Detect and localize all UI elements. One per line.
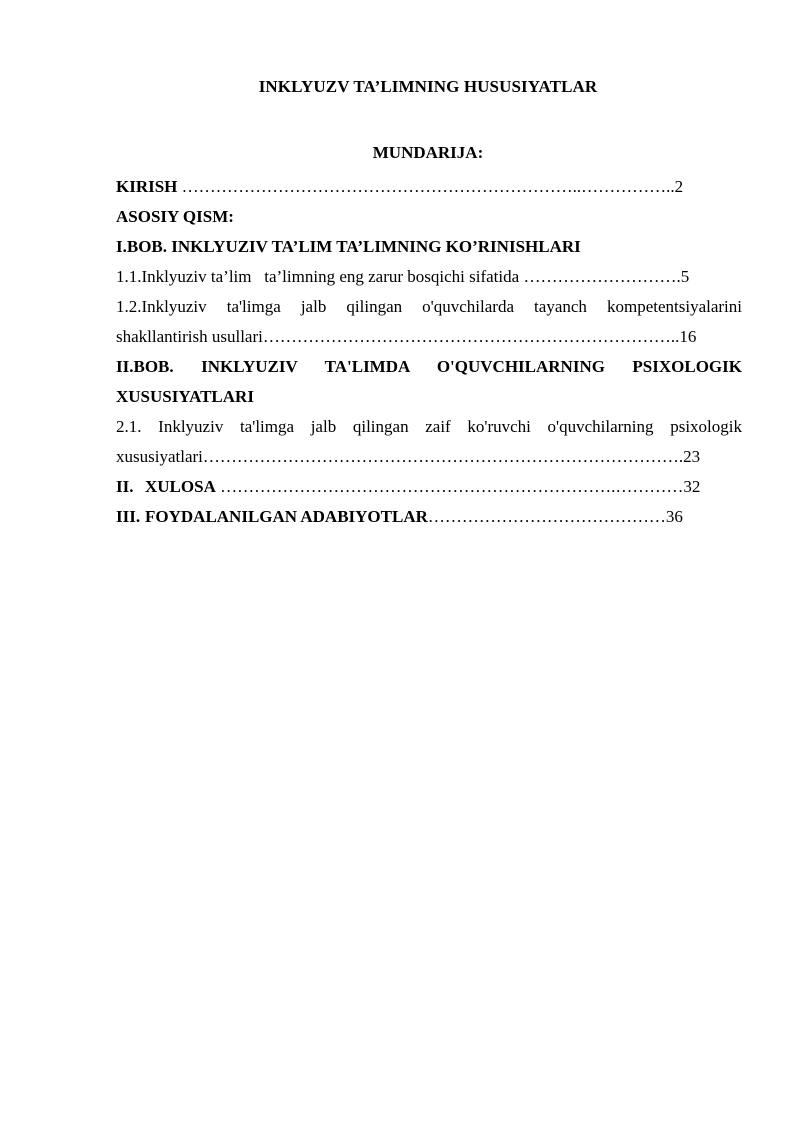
toc-entry-bob1	[116, 232, 742, 262]
toc-heading: MUNDARIJA:	[372, 143, 484, 162]
toc-leader: …………………………………………………………………………	[202, 447, 679, 466]
toc-page-number: .23	[678, 447, 701, 466]
toc-entry-label: XULOSA	[145, 477, 216, 496]
toc-page-number: 16	[679, 327, 697, 346]
toc-entry-bob2-line1	[116, 352, 742, 382]
toc-entry-label: 1.2.Inklyuziv ta'limga jalb qilingan o'quvchilarda tayanch kompetentsiyalarini	[116, 297, 742, 316]
toc-entry-1-1	[116, 262, 742, 292]
toc-page-number: 5	[680, 267, 690, 286]
toc-entry-label-cont: xususiyatlari	[116, 447, 203, 466]
toc-entry-label: I.BOB. INKLYUZIV TA’LIM TA’LIMNING KO’RINISHLARI	[116, 237, 581, 256]
toc-entry-1-2-line2	[116, 322, 742, 352]
toc-entry-adabiyot	[116, 502, 742, 532]
toc-entry-number: II.	[116, 477, 134, 496]
toc-entry-bob2-line2	[116, 382, 742, 412]
toc-page-number: 36	[665, 507, 683, 526]
toc-leader: ……………………………………	[427, 507, 666, 526]
toc-entry-label-cont: XUSUSIYATLARI	[116, 387, 254, 406]
toc-leader: ………………………………………………………………..	[262, 327, 680, 346]
table-of-contents	[116, 172, 742, 532]
toc-leader: …………………………………………………………….…………	[215, 477, 684, 496]
toc-entry-label: FOYDALANILGAN ADABIYOTLAR	[145, 507, 428, 526]
toc-entry-label: 1.1.Inklyuziv ta’lim ta’limning eng zarur bosqichi sifatida	[116, 267, 524, 286]
toc-entry-label: KIRISH	[116, 177, 178, 196]
toc-entry-2-1-line1	[116, 412, 742, 442]
document-title: INKLYUZV TA’LIMNING HUSUSIYATLAR	[258, 77, 598, 96]
toc-page-number: 2	[674, 177, 684, 196]
toc-page-number: 32	[683, 477, 701, 496]
toc-entry-xulosa	[116, 472, 742, 502]
toc-entry-kirish	[116, 172, 742, 202]
toc-entry-2-1-line2	[116, 442, 742, 472]
toc-entry-label: ASOSIY QISM:	[116, 207, 234, 226]
toc-leader: ……………………………………………………………..……………..	[177, 177, 675, 196]
toc-entry-asosiy	[116, 202, 742, 232]
toc-entry-label: 2.1. Inklyuziv ta'limga jalb qilingan zaif ko'ruvchi o'quvchilarning psixologik	[116, 417, 742, 436]
toc-leader: ……………………….	[523, 267, 681, 286]
toc-entry-1-2-line1	[116, 292, 742, 322]
toc-entry-label-cont: shakllantirish usullari	[116, 327, 263, 346]
toc-entry-label: II.BOB. INKLYUZIV TA'LIMDA O'QUVCHILARNING PSIXOLOGIK	[116, 357, 742, 376]
toc-entry-number: III.	[116, 507, 141, 526]
